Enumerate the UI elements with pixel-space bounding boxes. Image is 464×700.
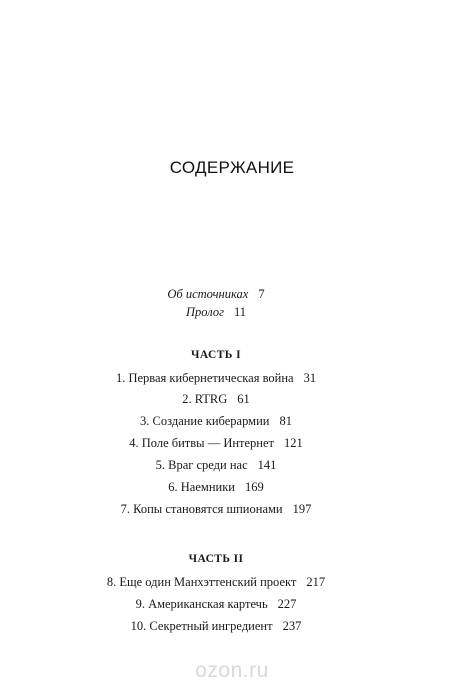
toc-entry-chapter-1[interactable] — [0, 371, 432, 386]
toc-entry-title: 9. Американская картечь — [135, 597, 268, 611]
toc-entry-page: 81 — [279, 414, 292, 428]
toc-entry-title: 8. Еще один Манхэттенский проект — [106, 575, 297, 589]
toc-entry-title: Пролог — [186, 305, 224, 319]
toc-entry-page: 237 — [282, 619, 302, 633]
part-heading-2: ЧАСТЬ II — [188, 553, 244, 565]
toc-entry-page: 141 — [257, 458, 277, 472]
toc-entry-chapter-2[interactable] — [0, 392, 432, 407]
toc-entry-chapter-3[interactable] — [0, 414, 432, 429]
toc-entry-title: 4. Поле битвы — Интернет — [129, 436, 274, 450]
toc-entry-page: 61 — [237, 392, 250, 406]
toc-entry-chapter-6[interactable] — [0, 480, 432, 495]
toc-entry-title: 6. Наемники — [168, 480, 235, 494]
toc-entry-chapter-10[interactable] — [0, 619, 432, 634]
part-heading-1: ЧАСТЬ I — [191, 349, 241, 361]
toc-entry-page: 7 — [258, 287, 265, 301]
toc-entry-title: 5. Враг среди нас — [155, 458, 248, 472]
toc-entry-title: 7. Копы становятся шпионами — [120, 502, 283, 516]
toc-entry-sources[interactable] — [0, 287, 432, 302]
watermark: ozon.ru — [195, 659, 269, 682]
toc-entry-page: 197 — [292, 502, 312, 516]
toc-entry-page: 31 — [303, 371, 317, 385]
toc-entry-page: 121 — [284, 436, 303, 450]
toc-entry-page: 217 — [306, 575, 326, 589]
toc-entry-title: 2. RTRG — [182, 392, 228, 406]
toc-entry-title: Об источниках — [167, 287, 249, 301]
toc-entry-chapter-7[interactable] — [0, 502, 432, 517]
toc-entry-page: 169 — [244, 480, 264, 494]
toc-entry-prologue[interactable] — [0, 305, 432, 320]
toc-entry-chapter-9[interactable] — [0, 597, 432, 612]
toc-entry-page: 227 — [277, 597, 297, 611]
toc-entry-page: 11 — [233, 305, 246, 319]
toc-entry-title: 3. Создание киберармии — [140, 414, 270, 428]
page-title: СОДЕРЖАНИЕ — [169, 158, 295, 177]
toc-entry-chapter-5[interactable] — [0, 458, 432, 473]
toc-entry-chapter-8[interactable] — [0, 575, 432, 590]
toc-entry-chapter-4[interactable] — [0, 436, 432, 451]
toc-entry-title: 1. Первая кибернетическая война — [115, 371, 294, 385]
toc-entry-title: 10. Секретный ингредиент — [130, 619, 273, 633]
